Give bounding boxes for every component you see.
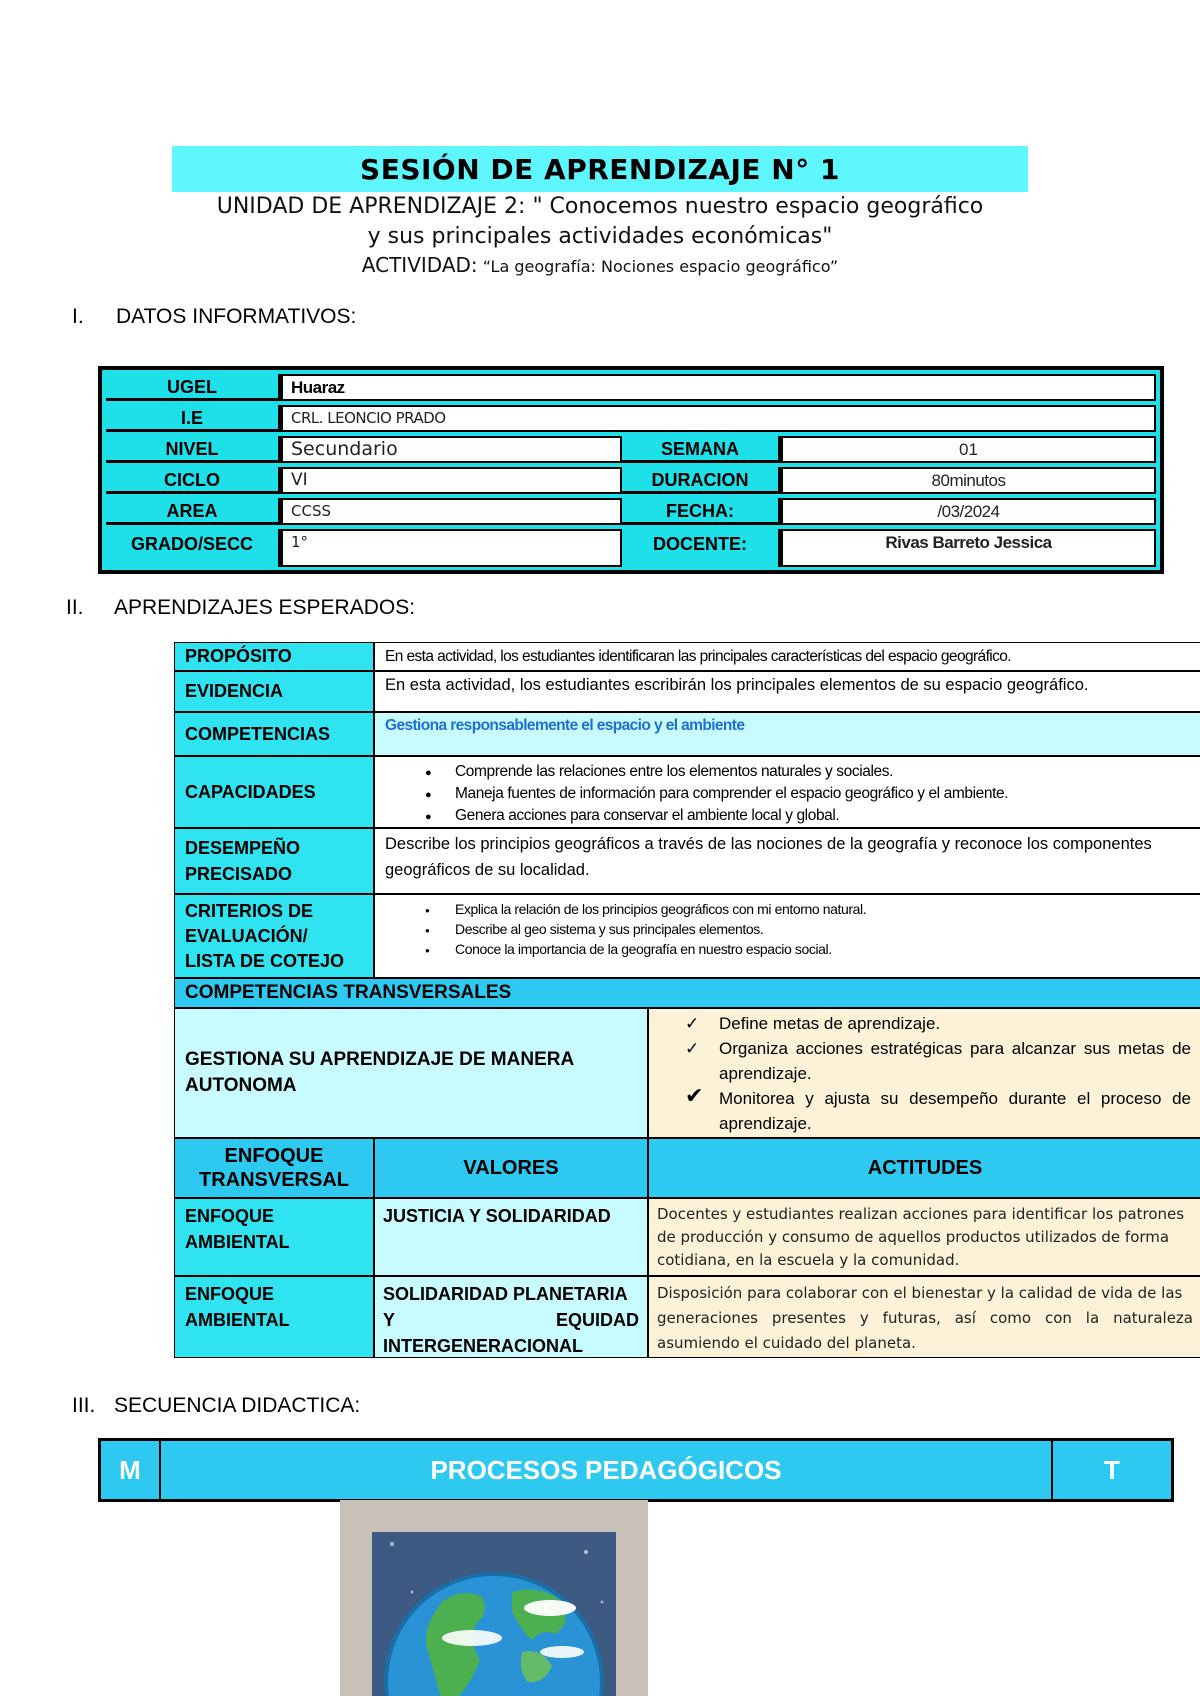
header-actitudes: ACTITUDES	[648, 1138, 1200, 1198]
capacidades-list	[385, 761, 1191, 827]
label-nivel: NIVEL	[106, 436, 278, 463]
label-ugel: UGEL	[106, 374, 278, 401]
actitud-line-1: Disposición para colaborar con el bienestar y la calidad de vida de las	[657, 1284, 1183, 1302]
desempeno-line-2: geográficos de su localidad.	[385, 861, 590, 879]
check-mark-icon: ✓	[685, 1039, 700, 1058]
value-proposito: En esta actividad, los estudiantes identificaran las principales características del espacio geográfico.	[374, 642, 1200, 671]
list-item: ● Describe al geo sistema y sus principales elementos.	[455, 919, 1191, 939]
label-evidencia: EVIDENCIA	[174, 671, 374, 712]
didactic-sequence-header	[98, 1438, 1174, 1502]
row-ie	[106, 405, 1156, 432]
section-title: APRENDIZAJES ESPERADOS:	[114, 596, 416, 619]
row-grado	[106, 529, 1156, 567]
column-time: T	[1104, 1454, 1120, 1485]
enfoque-row-2-actitud	[648, 1276, 1200, 1358]
actitud-line-2: de producción y consumo de aquellos productos utilizados de forma	[657, 1228, 1170, 1246]
list-item: ✓ Organiza acciones estratégicas para alcanzar sus metas de aprendizaje.	[719, 1036, 1191, 1086]
value-nivel: Secundario	[278, 436, 622, 463]
check-mark-icon: ✔	[685, 1083, 704, 1108]
transversal-competencia-line-1: GESTIONA SU APRENDIZAJE DE MANERA	[185, 1049, 575, 1070]
transversales-header: COMPETENCIAS TRANSVERSALES	[174, 978, 1200, 1008]
label-area: AREA	[106, 498, 278, 525]
activity-label: ACTIVIDAD:	[361, 253, 478, 277]
label-capacidades: CAPACIDADES	[174, 756, 374, 828]
list-item: ● Conoce la importancia de la geografía en nuestro espacio social.	[455, 939, 1191, 959]
row-area	[106, 498, 1156, 525]
activity-text: “La geografía: Nociones espacio geográfico”	[477, 257, 839, 276]
check-mark-icon: ✓	[685, 1014, 700, 1033]
label-ciclo: CICLO	[106, 467, 278, 494]
label-competencias: COMPETENCIAS	[174, 712, 374, 756]
value-ciclo: VI	[278, 467, 622, 494]
section-title: DATOS INFORMATIVOS:	[116, 305, 357, 328]
label-criterios	[174, 894, 374, 978]
value-semana: 01	[778, 436, 1156, 463]
actitud-line-3: asumiendo el cuidado del planeta.	[657, 1334, 916, 1352]
enfoque-row-1-valor	[374, 1198, 648, 1276]
enfoque-line-2: AMBIENTAL	[185, 1310, 290, 1330]
valor-line-1: JUSTICIA Y SOLIDARIDAD	[383, 1206, 611, 1226]
unit-line-2: y sus principales actividades económicas"	[367, 224, 833, 249]
list-item: ● Maneja fuentes de información para comprender el espacio geográfico y el ambiente.	[455, 783, 1191, 805]
value-fecha: /03/2024	[778, 498, 1156, 525]
unit-line-1: UNIDAD DE APRENDIZAJE 2: " Conocemos nuestro espacio geográfico	[216, 194, 984, 219]
label-docente: DOCENTE:	[622, 529, 778, 567]
page-title: SESIÓN DE APRENDIZAJE N° 1	[360, 152, 840, 186]
label-desempeno: DESEMPEÑO PRECISADO	[174, 828, 374, 894]
enfoque-line-2: AMBIENTAL	[185, 1232, 290, 1252]
enfoque-line-1: ENFOQUE	[185, 1206, 275, 1226]
column-procesos: PROCESOS PEDAGÓGICOS	[161, 1441, 1053, 1499]
earth-globe-icon	[372, 1532, 616, 1696]
criterios-label-line-1: CRITERIOS DE	[185, 900, 314, 921]
value-evidencia: En esta actividad, los estudiantes escribirán los principales elementos de su espacio geográfico.	[374, 671, 1200, 712]
row-ugel	[106, 374, 1156, 401]
desempeno-line-1: Describe los principios geográficos a través de las nociones de la geografía y reconoce los componentes	[385, 835, 1152, 853]
row-nivel	[106, 436, 1156, 463]
list-item: ✔ Monitorea y ajusta su desempeño durante el proceso de aprendizaje.	[685, 1083, 1191, 1133]
enfoque-row-2-label	[174, 1276, 374, 1358]
header-enfoque-line-2: TRANSVERSAL	[198, 1169, 349, 1191]
value-capacidades	[374, 756, 1200, 828]
globe-illustration	[372, 1532, 616, 1696]
section-1-heading	[72, 305, 356, 329]
label-semana: SEMANA	[622, 436, 778, 463]
criterios-label-line-3: LISTA DE COTEJO	[185, 950, 345, 971]
label-ie: I.E	[106, 405, 278, 432]
list-item: ● Genera acciones para conservar el ambiente local y global.	[455, 805, 1191, 827]
actitud-line-3: cotidiana, en la escuela y la comunidad.	[657, 1251, 960, 1269]
criterios-label-line-2: EVALUACIÓN/	[185, 925, 308, 946]
transversal-list	[659, 1011, 1191, 1136]
value-docente: Rivas Barreto Jessica	[778, 529, 1156, 567]
valor-line-3: INTERGENERACIONAL	[383, 1336, 584, 1356]
value-ie: CRL. LEONCIO PRADO	[278, 405, 1156, 432]
transversal-competencia	[174, 1008, 648, 1138]
value-duracion: 80minutos	[778, 467, 1156, 494]
label-proposito: PROPÓSITO	[174, 642, 374, 671]
header-enfoque	[174, 1138, 374, 1198]
activity-line	[150, 253, 1050, 277]
header-enfoque-line-1: ENFOQUE	[224, 1145, 324, 1167]
actitud-line-2: generaciones presentes y futuras, así como con la naturaleza	[657, 1309, 1193, 1327]
value-grado: 1°	[278, 529, 622, 567]
row-ciclo	[106, 467, 1156, 494]
section-number: II.	[66, 596, 84, 619]
value-ugel: Huaraz	[278, 374, 1156, 401]
informative-data-table	[98, 366, 1164, 574]
valor-line-2: Y EQUIDAD	[383, 1310, 639, 1330]
label-grado: GRADO/SECC	[106, 529, 278, 567]
valor-line-1: SOLIDARIDAD PLANETARIA	[383, 1284, 628, 1304]
value-area: CCSS	[278, 498, 622, 525]
header-valores: VALORES	[374, 1138, 648, 1198]
enfoque-row-2-valor	[374, 1276, 648, 1358]
criterios-list	[385, 899, 1191, 959]
transversal-desempenos	[648, 1008, 1200, 1138]
enfoque-line-1: ENFOQUE	[185, 1284, 275, 1304]
list-item: ● Comprende las relaciones entre los elementos naturales y sociales.	[455, 761, 1191, 783]
section-title: SECUENCIA DIDACTICA:	[114, 1394, 361, 1417]
section-2-heading	[66, 596, 415, 620]
value-criterios	[374, 894, 1200, 978]
list-item: ✓ Define metas de aprendizaje.	[719, 1011, 1191, 1036]
value-competencias: Gestiona responsablemente el espacio y el ambiente	[374, 712, 1200, 756]
enfoque-row-1-label	[174, 1198, 374, 1276]
label-duracion: DURACION	[622, 467, 778, 494]
column-moment: M	[101, 1441, 161, 1499]
label-fecha: FECHA:	[622, 498, 778, 525]
actitud-line-1: Docentes y estudiantes realizan acciones para identificar los patrones	[657, 1205, 1185, 1223]
earth-globe-image	[340, 1500, 648, 1696]
section-3-heading	[72, 1394, 360, 1418]
title-banner	[172, 146, 1028, 192]
value-desempeno	[374, 828, 1200, 894]
transversal-competencia-line-2: AUTONOMA	[185, 1075, 297, 1096]
list-item: ● Explica la relación de los principios geográficos con mi entorno natural.	[455, 899, 1191, 919]
section-number: I.	[72, 305, 84, 328]
section-number: III.	[72, 1394, 96, 1417]
enfoque-row-1-actitud	[648, 1198, 1200, 1276]
